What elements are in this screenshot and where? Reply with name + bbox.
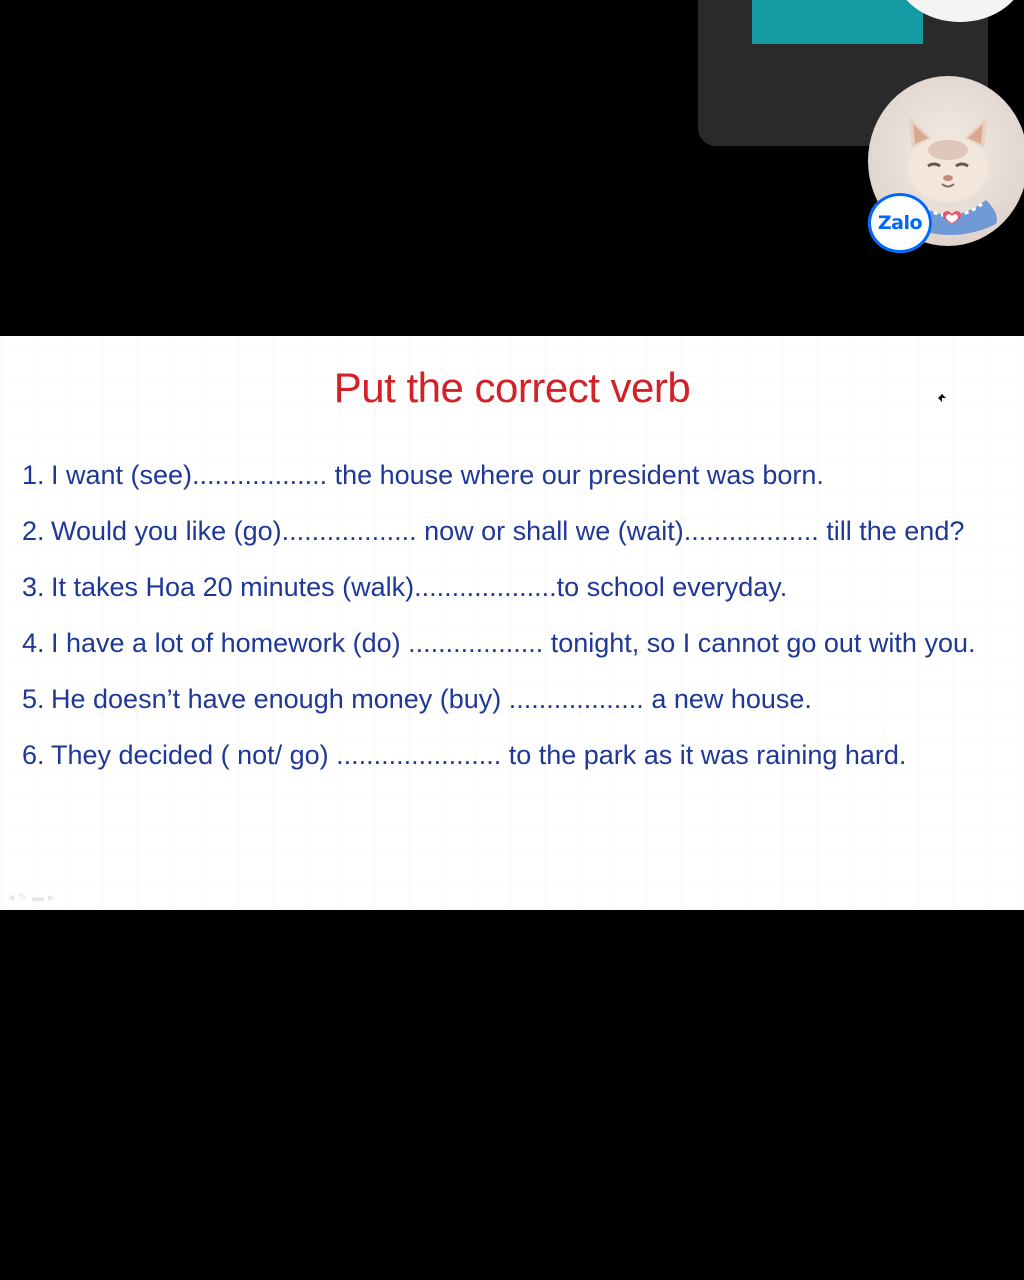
exercise-number: 4. xyxy=(22,628,45,658)
slide-pen-icon[interactable]: ✎ xyxy=(18,890,33,904)
exercise-text: I have a lot of homework (do) .................. tonight, so I cannot go out with you. xyxy=(51,628,976,658)
slide-title: Put the correct verb xyxy=(333,364,691,411)
exercise-item xyxy=(22,624,1002,662)
slide-toolbar[interactable] xyxy=(8,890,58,904)
exercise-item xyxy=(22,512,1002,550)
exercise-number: 1. xyxy=(22,460,45,490)
exercise-item xyxy=(22,568,1002,606)
exercise-number: 5. xyxy=(22,684,45,714)
pen-cursor-icon xyxy=(936,392,948,404)
exercise-text: It takes Hoa 20 minutes (walk)...................to school everyday. xyxy=(51,572,788,602)
zalo-logo-text: Zalo xyxy=(877,212,923,234)
exercise-item xyxy=(22,456,1002,494)
exercise-list xyxy=(22,456,1002,792)
exercise-number: 2. xyxy=(22,516,45,546)
slide-menu-icon[interactable]: ▬ xyxy=(32,890,49,904)
exercise-text: He doesn’t have enough money (buy) .................. a new house. xyxy=(51,684,812,714)
exercise-number: 6. xyxy=(22,740,45,770)
slide-next-icon[interactable]: ▸ xyxy=(48,890,59,904)
exercise-item xyxy=(22,680,1002,718)
exercise-number: 3. xyxy=(22,572,45,602)
slide-prev-icon[interactable]: ◂ xyxy=(8,890,19,904)
exercise-text: They decided ( not/ go) ...................... to the park as it was raining hard. xyxy=(51,740,907,770)
presentation-slide xyxy=(0,336,1024,910)
exercise-item xyxy=(22,736,1002,774)
exercise-text: I want (see).................. the house where our president was born. xyxy=(51,460,824,490)
zalo-badge xyxy=(868,193,932,253)
exercise-text: Would you like (go).................. now or shall we (wait).................. till the end? xyxy=(51,516,965,546)
participant-video-content xyxy=(752,0,923,44)
